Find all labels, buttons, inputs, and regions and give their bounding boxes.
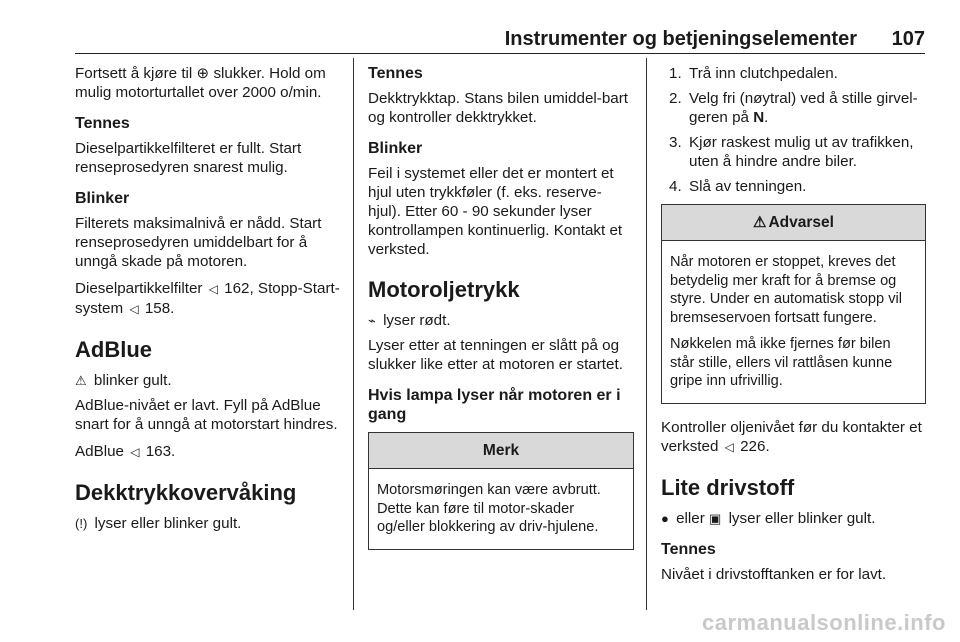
oil-pressure-indicator: ⌁ lyser rødt.	[368, 312, 451, 329]
running-heading: Hvis lampa lyser når motoren er i gang	[368, 387, 621, 423]
watermark: carmanualsonline.info	[702, 610, 946, 635]
adblue-text: AdBlue-nivået er lavt. Fyll på AdBlue snart for å unngå at motorstart hindres.	[75, 397, 338, 433]
blinker-heading: Blinker	[75, 190, 130, 207]
column-divider-2	[646, 58, 647, 610]
column-1	[75, 64, 343, 539]
adblue-heading: AdBlue	[75, 337, 152, 362]
column-2	[368, 64, 634, 564]
column-3	[661, 64, 926, 592]
tennes-heading: Tennes	[368, 65, 423, 82]
oil-pressure-heading: Motoroljetrykk	[368, 277, 520, 302]
steps-list	[661, 64, 926, 196]
tennes-heading: Tennes	[75, 115, 130, 132]
list-item: 2. Velg fri (nøytral) ved å stille girvel-geren på N.	[669, 90, 918, 126]
adblue-reference: AdBlue ◁ 163.	[75, 443, 176, 460]
warning-icon: ⚠	[753, 214, 767, 231]
check-oil-text: Kontroller oljenivået før du kontakter et verksted ◁ 226.	[661, 418, 922, 455]
blinker-text: Filterets maksimalnivå er nådd. Start renseprosedyren umiddelbart for å unngå skade på motoren.	[75, 215, 322, 270]
fuel-tennes-text: Nivået i drivstofftanken er for lavt.	[661, 565, 887, 583]
column-divider-1	[353, 58, 354, 610]
page-header	[75, 26, 925, 54]
warning-text-1: Når motoren er stoppet, kreves det betydelig mer kraft for å bremse og styre. Under en automatisk stopp vil bremseservoen fortsatt fungere.	[670, 254, 902, 326]
adblue-indicator: ⚠ blinker gult.	[75, 372, 172, 389]
tyre-pressure-indicator: (!) lyser eller blinker gult.	[75, 515, 242, 532]
warning-text-2: Nøkkelen må ikke fjernes før bilen står stille, ellers vil rattlåsen kunne gripe inn ufrivillig.	[670, 336, 893, 389]
cross-reference: Dieselpartikkelfilter ◁ 162, Stopp-Start-system ◁ 158.	[75, 280, 340, 317]
page-number: 107	[891, 28, 925, 50]
list-item: 3. Kjør raskest mulig ut av trafikken, uten å hindre andre biler.	[669, 134, 914, 170]
xref-icon: ◁	[208, 282, 218, 296]
low-fuel-heading: Lite drivstoff	[661, 474, 795, 500]
blinker-text: Feil i systemet eller det er montert et hjul uten trykkføler (f. eks. reserve-hjul). Etter 60 - 90 sekunder lyser kontrollampen kontinuerlig. Kontakt et verksted.	[368, 165, 623, 258]
note-text: Motorsmøringen kan være avbrutt. Dette kan føre til motor-skader og/eller blokkering av driv-hjulene.	[377, 482, 601, 535]
note-box	[368, 432, 634, 550]
list-item: 4. Slå av tenningen.	[669, 178, 807, 195]
xref-link[interactable]: 226.	[740, 437, 770, 455]
tyre-pressure-heading: Dekktrykkovervåking	[75, 480, 297, 505]
warning-title: ⚠ Advarsel	[662, 205, 925, 241]
fuel-dot-icon: ●	[661, 510, 669, 526]
oil-can-icon: ⌁	[368, 313, 376, 328]
tennes-text: Dekktrykktap. Stans bilen umiddel-bart og kontroller dekktrykket.	[368, 90, 628, 126]
list-item: 1. Trå inn clutchpedalen.	[669, 65, 838, 82]
xref-icon: ◁	[130, 445, 140, 459]
xref-icon: ◁	[724, 439, 734, 454]
xref-link[interactable]: 158.	[144, 300, 175, 317]
adblue-warning-icon: ⚠	[75, 373, 87, 388]
warning-box	[661, 204, 926, 404]
note-title: Merk	[369, 433, 633, 469]
low-fuel-indicator: ● eller ▣ lyser eller blinker gult.	[661, 509, 876, 527]
blinker-heading: Blinker	[368, 140, 423, 157]
oil-pressure-text: Lyser etter at tenningen er slått på og slukker like etter at motoren er startet.	[368, 337, 623, 373]
tyre-pressure-icon: (!)	[75, 516, 88, 531]
xref-icon: ◁	[129, 302, 139, 316]
xref-link[interactable]: 162, Stopp-Start-system	[75, 280, 340, 317]
tennes-text: Dieselpartikkelfilteret er fullt. Start renseprosedyren snarest mulig.	[75, 140, 302, 176]
fuel-tennes-heading: Tennes	[661, 540, 716, 558]
page-title: Instrumenter og betjeningselementer	[504, 28, 857, 50]
intro-paragraph: Fortsett å kjøre til ⊕ slukker. Hold om mulig motorturtallet over 2000 o/min.	[75, 65, 326, 101]
fuel-pump-icon: ▣	[709, 510, 722, 526]
xref-link[interactable]: 163.	[145, 443, 176, 460]
